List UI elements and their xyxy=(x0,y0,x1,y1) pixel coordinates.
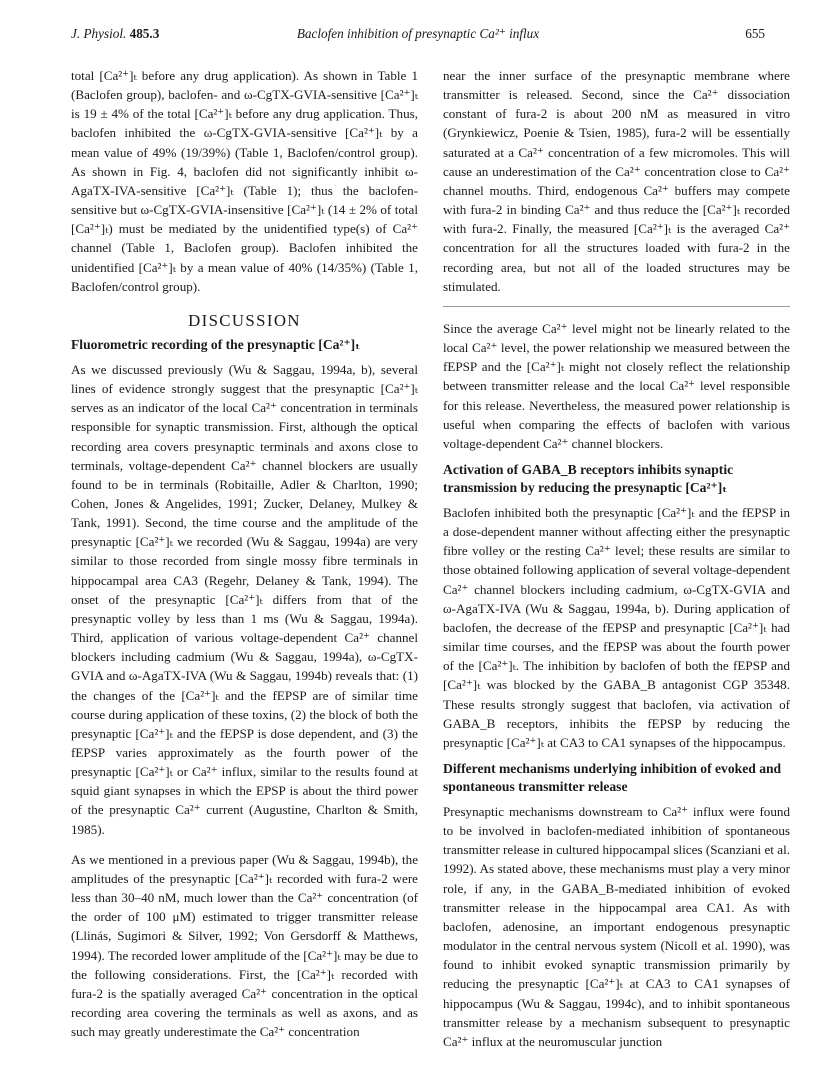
subsection-heading-gabab: Activation of GABA_B receptors inhibits synaptic transmission by reducing the presynaptic [Ca²⁺]ₜ xyxy=(443,461,734,495)
divider xyxy=(443,306,790,307)
right-paragraph-1: near the inner surface of the presynaptic membrane where transmitter is released. Second, since the Ca²⁺ dissociation constant of fura-2 is about 200 nM as measured in vitro (Grynkiewicz, Poenie & Tsien, 1985), fura-2 will be essentially saturated at a Ca²⁺ concentration of a few micromoles. This will cause an underestimation of the Ca²⁺ concentration close to Ca²⁺ channel mouths. Third, endogenous Ca²⁺ buffers may compete with fura-2 in binding Ca²⁺ and thus reduce the [Ca²⁺]ₜ recorded with fura-2. Finally, the measured [Ca²⁺]ₜ is the averaged Ca²⁺ concentration for all the structures loaded with fura-2 in the recording area, but not all of the loaded structures may be stimulated. xyxy=(443,68,790,294)
right-paragraph-2: Since the average Ca²⁺ level might not be linearly related to the local Ca²⁺ level, the power relationship we measured between the fEPSP and the [Ca²⁺]ₜ might not closely reflect the relationship between transmitter release and the local Ca²⁺ level responsible for this release. Nevertheless, the measured power relationship is useful when comparing the effects of baclofen with various voltage-dependent Ca²⁺ channel blockers. xyxy=(443,320,790,451)
left-paragraph-1: total [Ca²⁺]ₜ before any drug application). As shown in Table 1 (Baclofen group), baclofen- and ω-CgTX-GVIA-sensitive [Ca²⁺]ₜ is 19 ± 4% of the total [Ca²⁺]ₜ before any drug application. Thus, baclofen inhibited the ω-CgTX-GVIA-sensitive [Ca²⁺]ₜ by a mean value of 49% (19/39%) (Table 1, Baclofen/control group). As shown in Fig. 4, baclofen did not significantly inhibit ω-AgaTX-IVA-sensitive [Ca²⁺]ₜ (Table 1); thus the baclofen-sensitive but ω-CgTX-GVIA-insensitive [Ca²⁺]ₜ (14 ± 2% of total [Ca²⁺]ₜ) must be mediated by the unidentified type(s) of Ca²⁺ channel (Table 1, Baclofen group). Baclofen inhibited the unidentified [Ca²⁺]ₜ by a mean value of 40% (14/35%) (Table 1, Baclofen/control group). xyxy=(71,68,418,294)
left-paragraph-2: As we discussed previously (Wu & Saggau, 1994a, b), several lines of evidence strongly suggest that the presynaptic [Ca²⁺]ₜ serves as an indicator of the local Ca²⁺ concentration in terminals responsible for synaptic transmission. First, although the optical recording area covers presynaptic terminals and axons close to terminals, voltage-dependent Ca²⁺ channel blockers are usually found to be in terminals (Robitaille, Adler & Charlton, 1990; Cohen, Jones & Angelides, 1991; Zucker, Delaney, Mulkey & Tank, 1991). Second, the time course and the amplitude of the presynaptic [Ca²⁺]ₜ we recorded (Wu & Saggau, 1994a) are very similar to those recorded from single mossy fibre terminals in hippocampal area CA3 (Regehr, Delaney & Tank, 1994). The onset of the presynaptic [Ca²⁺]ₜ differs from that of the presynaptic volley by less than 1 ms (Wu & Saggau, 1994a). Third, application of various voltage-dependent Ca²⁺ channel blockers including cadmium (Wu & Saggau, 1994a), ω-CgTX-GVIA and ω-AgaTX-IVA (Wu & Saggau, 1994b) reveals that: (1) the changes of the [Ca²⁺]ₜ and the fEPSP are of similar time course during application of these toxins, (2) the block of both the presynaptic [Ca²⁺]ₜ and the fEPSP is dose dependent, and (3) the fEPSP varies approximately as the fourth power of the presynaptic [Ca²⁺]ₜ or Ca²⁺ influx, similar to the results found at squid giant synapses in which the EPSP is about the third power of the presynaptic Ca²⁺ current (Augustine, Charlton & Smith, 1985). xyxy=(71,361,418,837)
running-header xyxy=(71,26,765,44)
subsection-heading-fluorometric: Fluorometric recording of the presynaptic [Ca²⁺]ₜ xyxy=(71,336,361,352)
section-title: DISCUSSION xyxy=(188,310,301,330)
left-paragraph-3: As we mentioned in a previous paper (Wu & Saggau, 1994b), the amplitudes of the presynaptic [Ca²⁺]ₜ recorded with fura-2 were less than 30–40 nM, much lower than the Ca²⁺ concentration (of the order of 100 μM) estimated to trigger transmitter release (Llinás, Sugimori & Silver, 1992; Von Gersdorff & Matthews, 1994). The recorded lower amplitude of the [Ca²⁺]ₜ may be due to the following considerations. First, the [Ca²⁺]ₜ recorded with fura-2 is the spatially averaged Ca²⁺ concentration in the optical recording area covering the terminals as well as axons, and as such may greatly underestimate the Ca²⁺ concentration xyxy=(71,851,418,1040)
running-title: Baclofen inhibition of presynaptic Ca²⁺ influx xyxy=(296,26,540,41)
right-paragraph-3: Baclofen inhibited both the presynaptic [Ca²⁺]ₜ and the fEPSP in a dose-dependent manner without affecting either the presynaptic fibre volley or the resting Ca²⁺ level; these results are similar to those obtained following application of several voltage-dependent Ca²⁺ channel blockers including cadmium, ω-CgTX-GVIA and ω-AgaTX-IVA (Wu & Saggau, 1994a, b). During application of baclofen, the decrease of the fEPSP and presynaptic [Ca²⁺]ₜ had similar time courses, and the fEPSP was about the fourth power of the [Ca²⁺]ₜ. The inhibition by baclofen of both the fEPSP and [Ca²⁺]ₜ was blocked by the GABA_B antagonist CGP 35348. These results strongly suggest that baclofen, via activation of GABA_B receptors, inhibits the fEPSP by reducing the presynaptic [Ca²⁺]ₜ at CA3 to CA1 synapses of the hippocampus. xyxy=(443,504,790,750)
left-column xyxy=(71,66,418,1041)
journal-name: J. Physiol. xyxy=(71,26,127,41)
right-paragraph-4: Presynaptic mechanisms downstream to Ca²⁺ influx were found to be involved in baclofen-mediated inhibition of spontaneous transmitter release in cultured hippocampal slices (Scanziani et al. 1992). As stated above, these mechanisms must play a very minor role, if any, in the GABA_B-mediated inhibition of evoked transmitter release in the hippocampal area CA1. As with baclofen, adenosine, an important endogenous presynaptic modulator in the central nervous system (Nicoll et al. 1990), was found to inhibit evoked synaptic transmission primarily by reducing the presynaptic [Ca²⁺]ₜ at CA3 to CA1 synapses of hippocampus (Wu & Saggau, 1994c), and to inhibit spontaneous transmitter release by a mechanism subsequent to presynaptic Ca²⁺ influx at the neuromuscular junction xyxy=(443,804,790,1049)
right-column xyxy=(443,66,790,1051)
journal-volume: 485.3 xyxy=(129,26,160,41)
page-number: 655 xyxy=(745,26,765,41)
subsection-heading-mechanisms: Different mechanisms underlying inhibition of evoked and spontaneous transmitter release xyxy=(443,761,782,794)
